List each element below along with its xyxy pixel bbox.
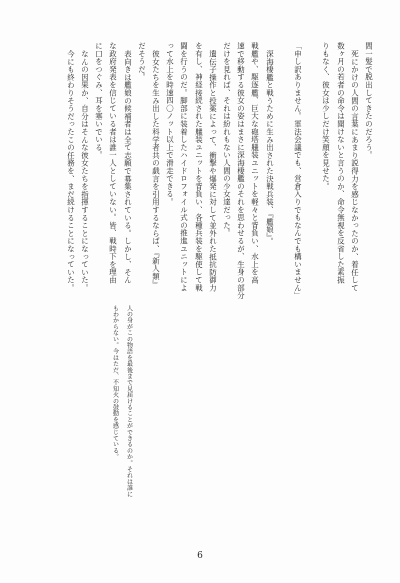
page-number: 6 bbox=[197, 551, 203, 561]
text-column: 間一髪で脱出してきたのだろう。 bbox=[364, 42, 374, 159]
text-column: 遺伝子操作と投薬によって、衝撃や爆発に対して並外れた抵抗防御力 bbox=[208, 49, 218, 292]
text-column: に口をつぐみ、耳を塞いでいる。 bbox=[94, 42, 104, 159]
text-column: 人の身がこの物語を最後まで見届けることができるのか。それは誰に bbox=[125, 305, 133, 498]
text-column: を有し、神経接続された艤装ユニットを背負い、各種兵装を駆使して戦 bbox=[194, 42, 204, 292]
text-column: 彼女たちを生み出した科学者共の戯言を引用するならば、『新人類』 bbox=[151, 49, 161, 288]
text-column: だそうだ。 bbox=[137, 42, 147, 81]
text-column: な政府発表を信じている者は誰一人としていない。皆、戦時下を理由 bbox=[108, 42, 118, 284]
text-column: もわからない。今はただ、不知火の鼓動を感じている。 bbox=[111, 305, 119, 460]
text-column: だけを見れば、それは紛れもない人間の少女達だった。 bbox=[222, 42, 232, 237]
text-column: りもなく、彼女は少しだけ笑顔を見せた。 bbox=[321, 42, 331, 191]
text-column: って水上を時速四〇ノット以上で滑走できる。 bbox=[165, 42, 175, 206]
text-column: なんの因果か、自分はそんな彼女たちを指揮することになっていた。 bbox=[80, 49, 90, 292]
text-column: 深海棲艦と戦うために生み出された決戦兵装、『艦娘』。 bbox=[265, 49, 275, 246]
text-column: 表向きは艦娘の候補者は全て志願で募集されている。しかし、そん bbox=[123, 49, 133, 284]
text-column: 速で移動する彼女の姿はまさに深海棲艦のそれを思わせるが、生身の部分 bbox=[236, 42, 246, 300]
text-column: 今にも終わりそうだったこの任務を、まだ続けることになっていた。 bbox=[66, 49, 76, 292]
text-column: 数ヶ月の若者の命令は聞けないと言うのか、命令無視を反省した素振 bbox=[336, 42, 346, 284]
dialogue-column: 「申し訳ありません。軍法会議でも、営倉入りでもなんでも構いません」 bbox=[293, 42, 303, 300]
text-column: 戦艦や、駆逐艦、巨大な砲塔艤装ユニットを軽々と背負い、水上を高 bbox=[250, 42, 260, 284]
text-column: 死にかけの人間の言葉にあまり説得力を感じなかったのか、着任して bbox=[350, 49, 360, 292]
text-column: 闘を行うのだ。脚部に装着したハイドロフォイル式の推進ユニットによ bbox=[179, 42, 189, 292]
